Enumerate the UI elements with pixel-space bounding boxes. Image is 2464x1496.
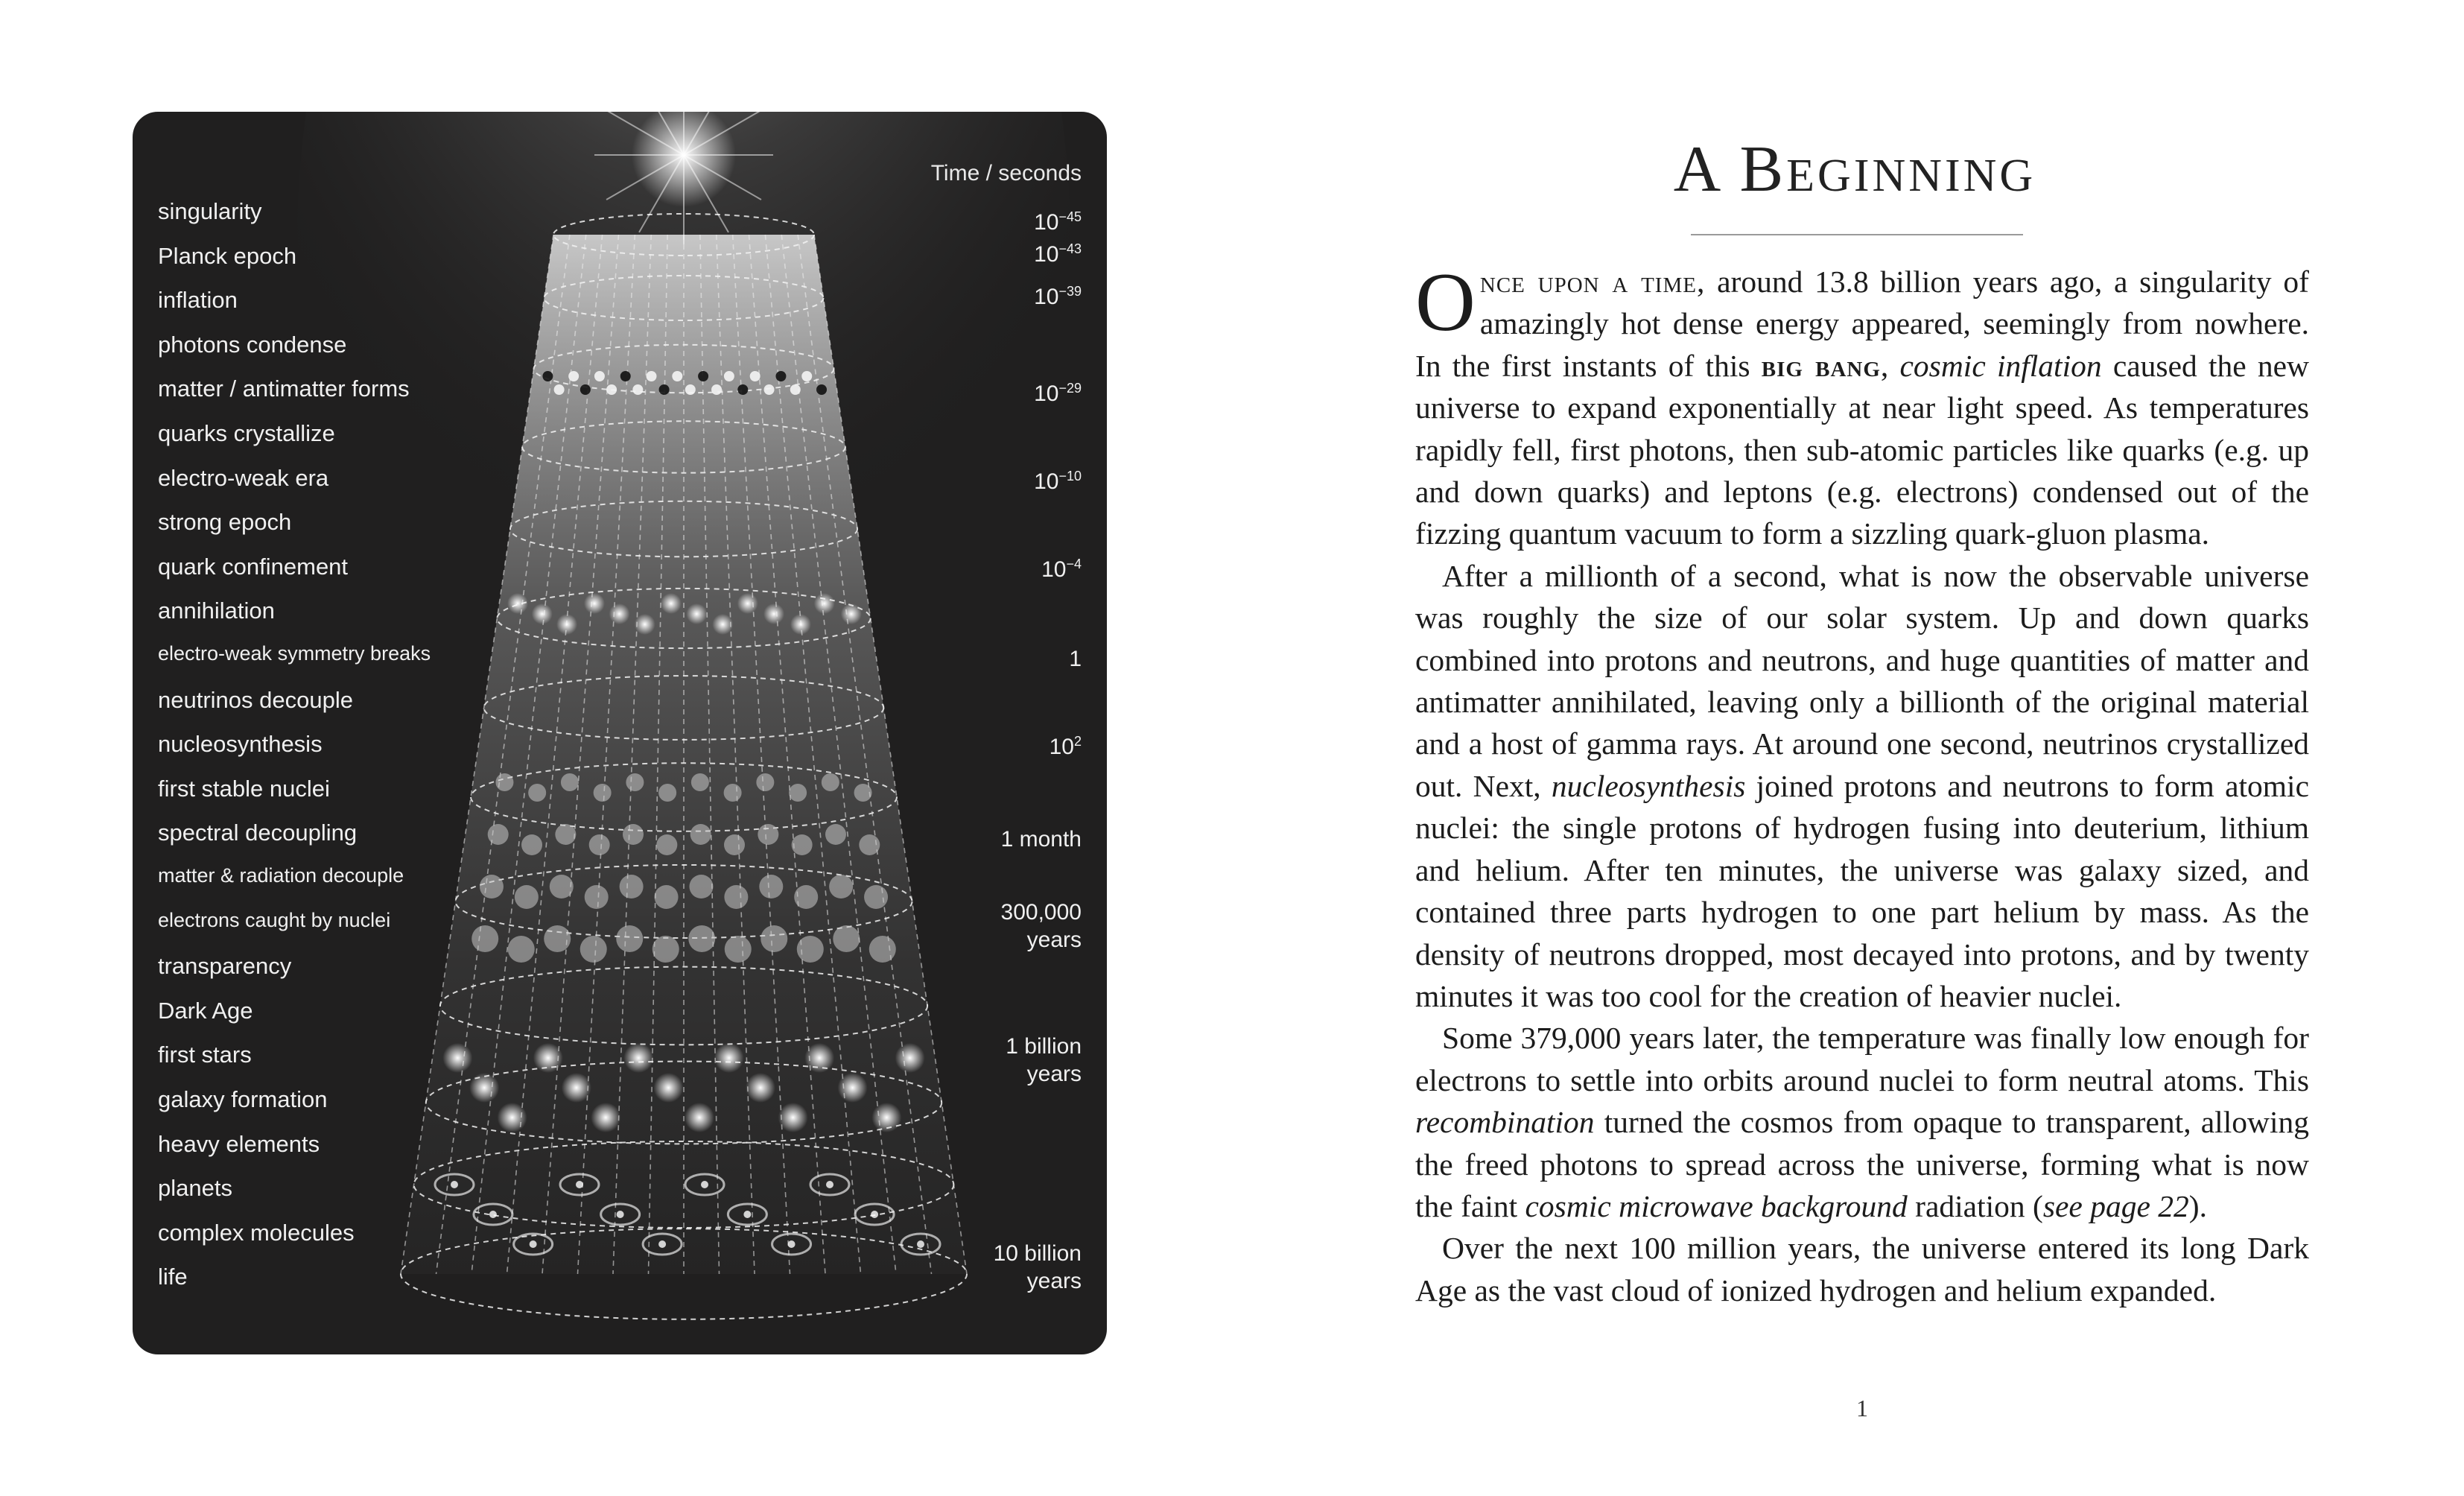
time-base: 10 [1034,210,1059,235]
paragraph-4: Over the next 100 million years, the universe entered its long Dark Age as the vast cloud of ionized hydrogen and helium expanded. [1415,1231,2309,1308]
epoch-label: transparency [158,953,292,980]
text-run: , [1880,348,1900,383]
epoch-label: matter / antimatter forms [158,375,410,402]
epoch-label: planets [158,1175,232,1202]
nucleosynthesis-term: nucleosynthesis [1551,768,1746,803]
time-unit: years [1026,1269,1082,1294]
text-run: ). [2188,1188,2207,1223]
epoch-label: electro-weak era [158,464,329,491]
time-base: 1 [1069,647,1082,671]
text-run: joined protons and neutrons to form atomic nuclei: the single protons of hydrogen fusing into deuterium, lithium and helium. After ten minutes, the universe was galaxy sized, and contained three parts hydrogen to one part helium by mass. As the density of neutrons dropped, most decayed into protons, and by twenty minutes it was too cool for the creation of heavier nuclei. [1415,768,2309,1013]
body-text [1415,256,2310,1311]
time-base: 10 [1049,735,1074,759]
time-value [1050,733,1082,761]
paragraph-1 [1415,256,2310,555]
time-exponent: −43 [1058,241,1082,256]
time-exponent: −39 [1058,284,1082,299]
time-value [1069,645,1082,673]
epoch-label: photons condense [158,331,347,358]
epoch-label: first stars [158,1042,252,1068]
time-base: 10 [1034,285,1059,309]
time-value [1034,283,1082,311]
page-reference: see page 22 [2042,1188,2189,1223]
page-number: 1 [1856,1395,1868,1421]
time-value [994,1240,1082,1295]
epoch-label: electrons caught by nuclei [158,908,391,931]
page-title: A Beginning [1673,133,2036,206]
epoch-label: nucleosynthesis [158,731,323,758]
time-base: 1 billion [1006,1034,1082,1059]
time-exponent: −4 [1066,557,1082,571]
time-value [1034,380,1082,408]
epoch-label: quarks crystallize [158,420,335,446]
paragraph-3 [1415,1017,2309,1227]
text-run: radiation ( [1907,1188,2043,1223]
time-exponent: −45 [1058,209,1082,224]
epoch-label: Dark Age [158,997,253,1024]
epoch-label: spectral decoupling [158,820,358,846]
time-base: 10 [1034,469,1059,494]
text-run: Some 379,000 years later, the temperature was finally low enough for electrons to settle into orbits around nuclei to form neutral atoms. This [1415,1021,2309,1097]
time-base: 10 [1034,381,1059,406]
time-value [1001,825,1082,853]
text-run: turned the cosmos from opaque to transparent, allowing the freed photons to spread across the universe, forming what is now the faint [1415,1105,2309,1223]
cosmic-inflation-term: cosmic inflation [1899,348,2102,383]
epoch-label: electro-weak symmetry breaks [158,642,431,665]
time-value [1034,241,1082,268]
time-exponent: −10 [1058,469,1082,484]
epoch-label: quark confinement [158,553,349,580]
time-base: 1 month [1000,827,1082,852]
paragraph-2 [1415,555,2309,1017]
epoch-label: first stable nuclei [158,775,330,802]
time-axis-header: Time / seconds [930,161,1082,186]
title-divider [1691,234,2023,235]
time-exponent: −29 [1058,381,1082,396]
time-exponent: 2 [1073,734,1082,749]
time-unit: years [1026,1062,1082,1087]
epoch-label: complex molecules [158,1219,355,1246]
time-unit: years [1026,928,1082,953]
text-run: caused the new universe to expand exponentially at near light speed. As temperatures rapidly fell, first photons, then sub-atomic particles like quarks (e.g. up and down quarks) and leptons (e.g. electrons) condensed out of the fizzing quantum vacuum to form a sizzling quark-gluon plasma. [1415,348,2310,551]
epoch-label: neutrinos decouple [158,686,353,713]
time-value [1041,556,1082,583]
epoch-label: strong epoch [158,509,292,536]
epoch-label: galaxy formation [158,1086,328,1112]
epoch-label: heavy elements [158,1130,320,1157]
drop-cap: O [1415,256,1476,349]
lead-in: nce upon a time, [1479,264,1706,299]
time-base: 300,000 [1000,900,1082,925]
epoch-label: Planck epoch [158,242,297,269]
epoch-label: matter & radiation decouple [158,864,404,887]
time-value [1034,209,1082,236]
time-base: 10 billion [993,1241,1082,1266]
recombination-term: recombination [1415,1105,1595,1140]
time-value [1001,898,1082,954]
epoch-label: inflation [158,287,238,314]
epoch-label: singularity [158,198,262,224]
time-base: 10 [1034,242,1059,267]
text-run: around 13.8 billion years ago, a singularity of amazingly hot dense energy appeared, seemingly from nowhere. In the first instants of this [1415,264,2309,383]
cosmic-timeline-panel [133,112,1107,1354]
epoch-label: life [158,1264,188,1290]
time-value [1006,1033,1082,1088]
time-value [1034,468,1082,495]
cmb-term: cosmic microwave background [1525,1188,1908,1223]
big-bang-term: big bang [1761,348,1881,383]
text-run: After a millionth of a second, what is now the observable universe was roughly the size of our solar system. Up and down quarks combined into protons and neutrons, and huge quantities of matter and antimatter annihilated, leaving only a billionth of the original material and a host of gamma rays. At around one second, neutrinos crystallized out. Next, [1415,558,2309,803]
epoch-label: annihilation [158,598,275,624]
time-base: 10 [1041,557,1067,582]
